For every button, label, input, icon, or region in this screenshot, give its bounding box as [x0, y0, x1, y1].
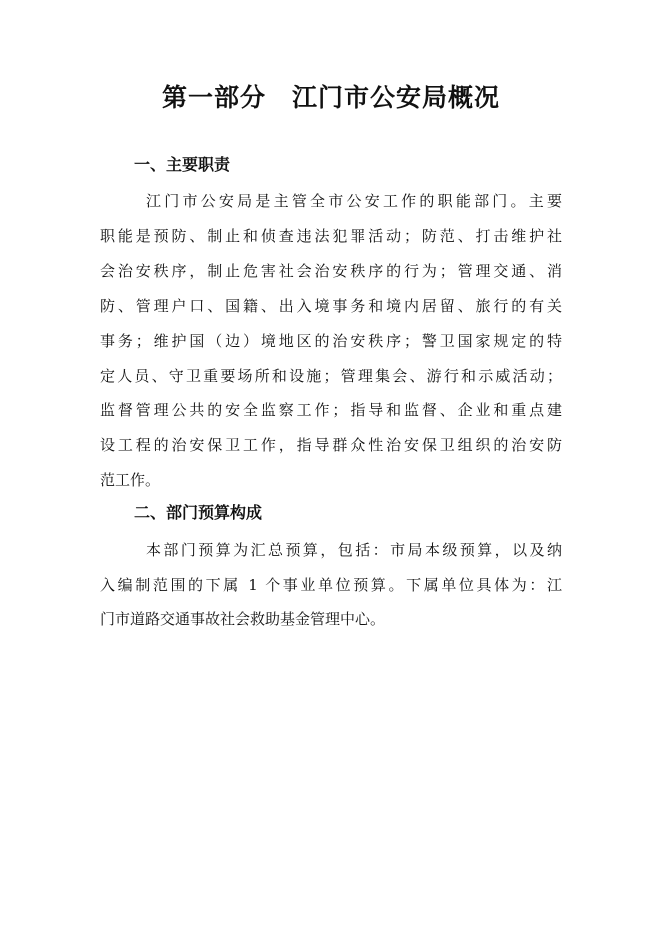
- page-title: 第一部分 江门市公安局概况: [161, 83, 500, 112]
- paragraph-line: 职能是预防、制止和侦查违法犯罪活动；防范、打击维护社: [100, 227, 562, 245]
- paragraph-line: 事务；维护国（边）境地区的治安秩序；警卫国家规定的特: [100, 332, 562, 350]
- paragraph-line: 防、管理户口、国籍、出入境事务和境内居留、旅行的有关: [100, 297, 562, 315]
- section-heading-budget-structure: 二、部门预算构成: [134, 503, 263, 522]
- paragraph-line: 设工程的治安保卫工作，指导群众性治安保卫组织的治安防: [100, 436, 562, 454]
- paragraph-line: 范工作。: [100, 471, 161, 489]
- paragraph-line: 定人员、守卫重要场所和设施；管理集会、游行和示威活动；: [100, 367, 562, 385]
- section-heading-duties: 一、主要职责: [134, 155, 231, 174]
- paragraph-line: 会治安秩序，制止危害社会治安秩序的行为；管理交通、消: [100, 262, 562, 280]
- paragraph-line: 门市道路交通事故社会救助基金管理中心。: [100, 610, 386, 628]
- paragraph-line: 监督管理公共的安全监察工作；指导和监督、企业和重点建: [100, 401, 562, 419]
- paragraph-line: 入编制范围的下属 1 个事业单位预算。下属单位具体为：江: [100, 576, 562, 594]
- paragraph-line: 本部门预算为汇总预算，包括：市局本级预算，以及纳: [146, 541, 562, 559]
- paragraph-line: 江门市公安局是主管全市公安工作的职能部门。主要: [146, 192, 562, 210]
